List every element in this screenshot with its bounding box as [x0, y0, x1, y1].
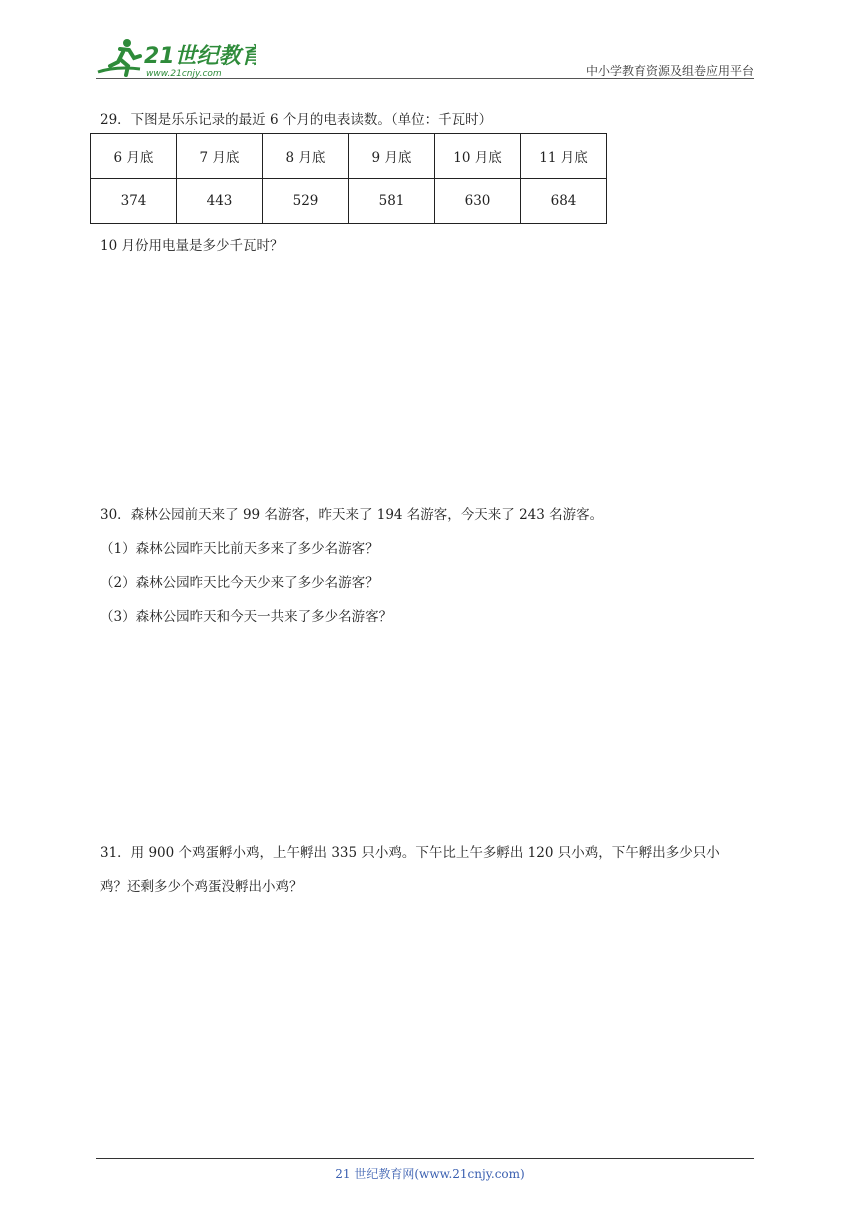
table-header-cell: 8 月底 — [263, 134, 349, 179]
table-value-cell: 529 — [263, 179, 349, 224]
table-header-cell: 11 月底 — [521, 134, 607, 179]
q30-sub1: （1）森林公园昨天比前天多来了多少名游客？ — [100, 541, 379, 557]
q30-sub2: （2）森林公园昨天比今天少来了多少名游客？ — [100, 575, 379, 591]
meter-reading-table — [90, 133, 607, 224]
table-header-cell: 10 月底 — [435, 134, 521, 179]
table-value-cell: 630 — [435, 179, 521, 224]
table-header-cell: 7 月底 — [177, 134, 263, 179]
q29-question: 10 月份用电量是多少千瓦时？ — [100, 238, 284, 254]
table-value-cell: 374 — [91, 179, 177, 224]
table-value-cell: 443 — [177, 179, 263, 224]
header-divider — [96, 78, 754, 79]
table-value-row — [91, 179, 607, 224]
table-header-cell: 6 月底 — [91, 134, 177, 179]
header-platform-text: 中小学教育资源及组卷应用平台 — [585, 64, 754, 78]
table-value-cell: 684 — [521, 179, 607, 224]
q31-line2: 鸡？还剩多少个鸡蛋没孵出小鸡？ — [100, 879, 303, 895]
runner-logo-icon — [96, 36, 256, 80]
table-header-row — [91, 134, 607, 179]
table-header-cell: 9 月底 — [349, 134, 435, 179]
footer-site-text: 21 世纪教育网(www.21cnjy.com) — [335, 1167, 525, 1181]
q29-prompt: 29．下图是乐乐记录的最近 6 个月的电表读数。（单位：千瓦时） — [100, 112, 493, 128]
q31-line1: 31．用 900 个鸡蛋孵小鸡，上午孵出 335 只小鸡。下午比上午多孵出 120 只小鸡，下午孵出多少只小 — [100, 845, 720, 861]
svg-text:21世纪教育: 21世纪教育 — [144, 44, 256, 69]
q30-sub3: （3）森林公园昨天和今天一共来了多少名游客？ — [100, 609, 393, 625]
site-logo — [96, 36, 256, 80]
q30-prompt: 30．森林公园前天来了 99 名游客，昨天来了 194 名游客，今天来了 243 名游客。 — [100, 507, 604, 523]
footer-divider — [96, 1158, 754, 1159]
table-value-cell: 581 — [349, 179, 435, 224]
svg-text:www.21cnjy.com: www.21cnjy.com — [146, 69, 222, 79]
